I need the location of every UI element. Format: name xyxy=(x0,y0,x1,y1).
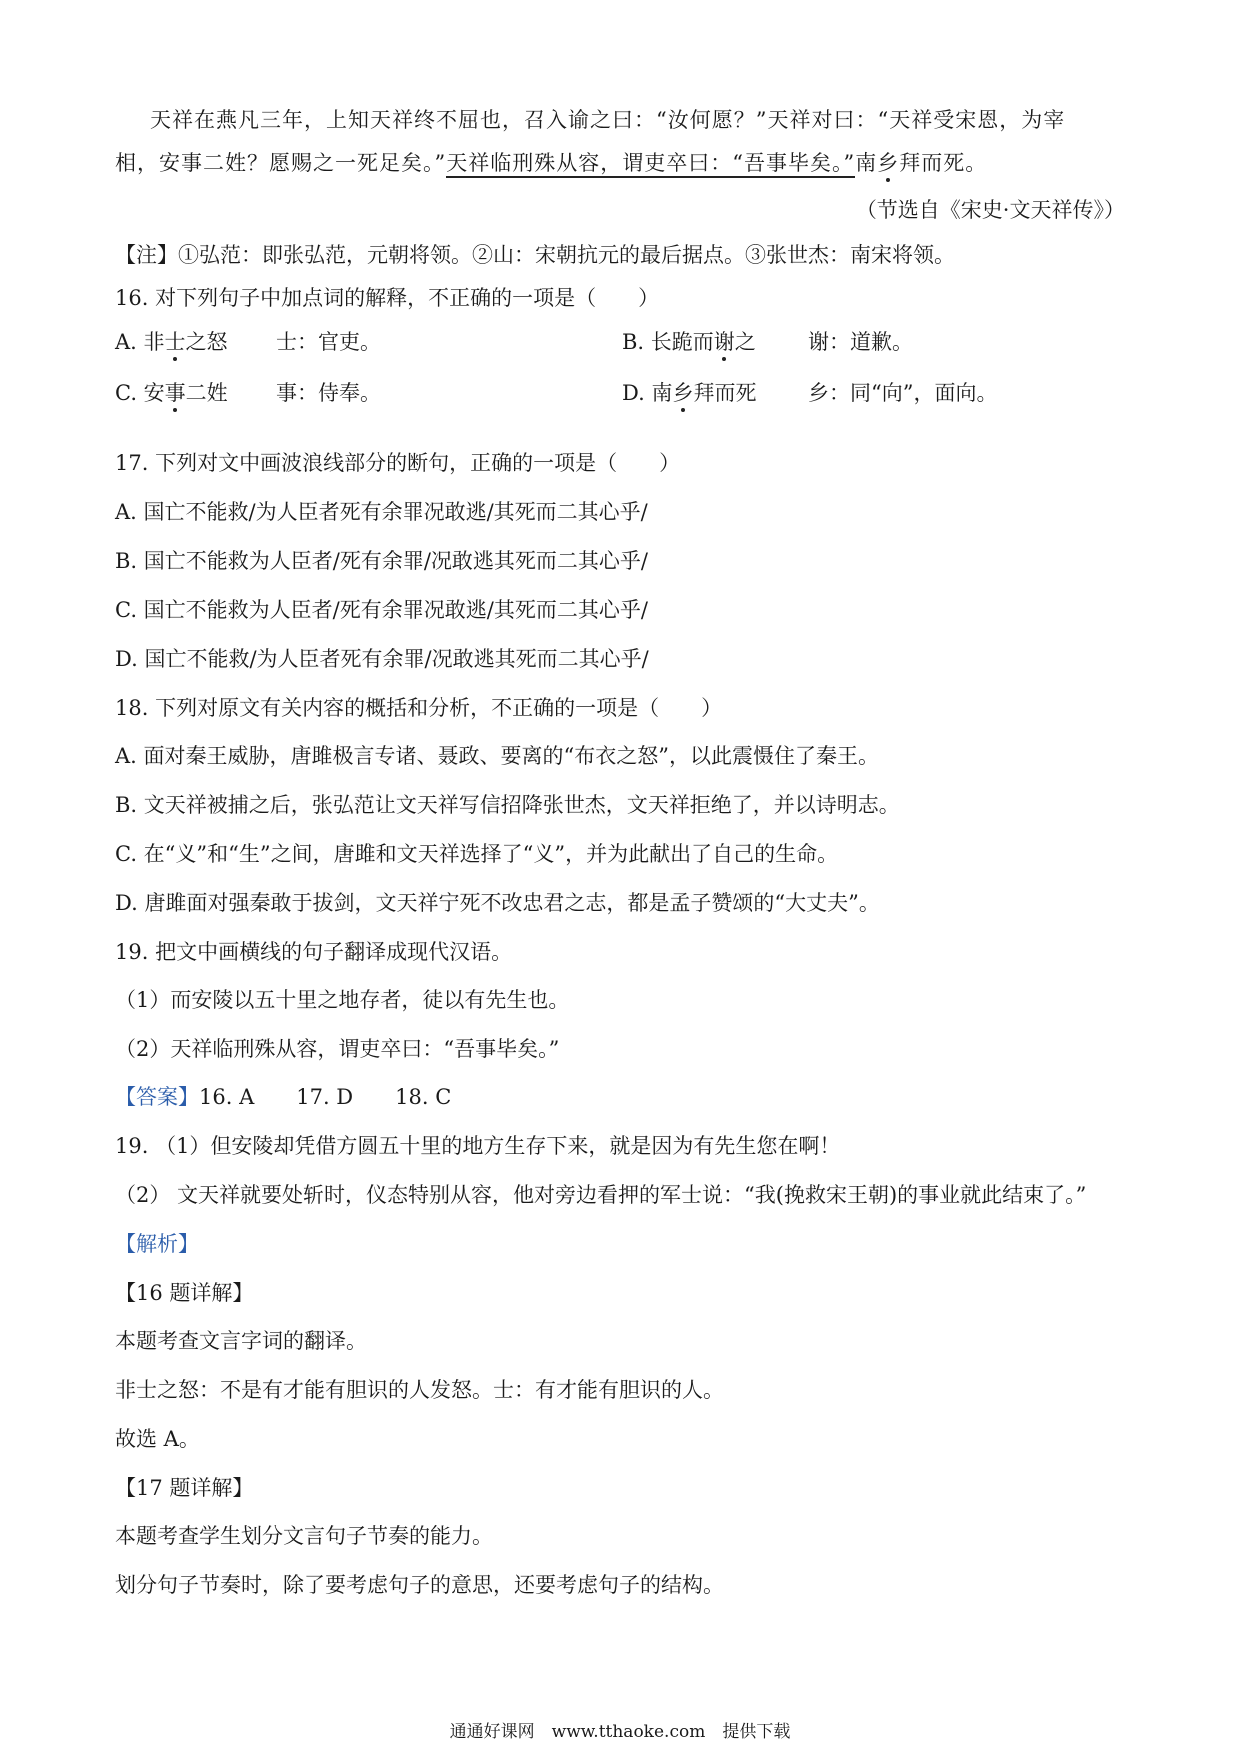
q16-option-c-gloss: 事：侍奉。 xyxy=(276,381,381,405)
q17-option-c: C. 国亡不能救为人臣者/死有余罪况敢逃/其死而二其心乎/ xyxy=(115,598,648,622)
dotted-word: 乡 xyxy=(877,151,900,175)
question-16-stem: 16. 对下列句子中加点词的解释，不正确的一项是（ ） xyxy=(115,286,660,310)
q17-option-d: D. 国亡不能救/为人臣者死有余罪/况敢逃其死而二其心乎/ xyxy=(115,647,649,671)
question-18-stem: 18. 下列对原文有关内容的概括和分析，不正确的一项是（ ） xyxy=(115,696,723,720)
q16-option-b xyxy=(622,327,756,357)
answer-line xyxy=(115,1082,451,1112)
option-text: 拜而死 xyxy=(693,381,757,405)
answer-label: 【答案】 xyxy=(115,1085,199,1109)
q16-option-c xyxy=(115,378,228,408)
option-text: D. 南 xyxy=(622,381,673,405)
q19-sentence-2: （2）天祥临刑殊从容，谓吏卒曰：“吾事毕矣。” xyxy=(115,1037,560,1061)
q18-option-a: A. 面对秦王威胁，唐雎极言专诸、聂政、要离的“布衣之怒”，以此震慑住了秦王。 xyxy=(115,744,879,768)
page-footer: 通通好课网 www.tthaoke.com 提供下载 xyxy=(449,1722,791,1742)
passage-text: 相，安事二姓？愿赐之一死足矣。” xyxy=(115,151,447,175)
q17-option-b: B. 国亡不能救为人臣者/死有余罪/况敢逃其死而二其心乎/ xyxy=(115,549,649,573)
dotted-word: 乡 xyxy=(672,381,694,405)
q18-option-b: B. 文天祥被捕之后，张弘范让文天祥写信招降张世杰，文天祥拒绝了，并以诗明志。 xyxy=(115,793,900,817)
q18-option-c: C. 在“义”和“生”之间，唐雎和文天祥选择了“义”，并为此献出了自己的生命。 xyxy=(115,842,839,866)
passage-text: 南 xyxy=(855,151,878,175)
answer-19-2: （2） 文天祥就要处斩时，仪态特别从容，他对旁边看押的军士说：“我(挽救宋王朝)的事业就此结束了。” xyxy=(115,1183,1087,1207)
analysis-16-p2: 非士之怒：不是有才能有胆识的人发怒。士：有才能有胆识的人。 xyxy=(115,1378,724,1402)
underlined-sentence: 天祥临刑殊从容，谓吏卒曰：“吾事毕矣。” xyxy=(446,151,855,178)
analysis-17-p2: 划分句子节奏时，除了要考虑句子的意思，还要考虑句子的结构。 xyxy=(115,1573,724,1597)
q17-option-a: A. 国亡不能救/为人臣者死有余罪况敢逃/其死而二其心乎/ xyxy=(115,500,648,524)
option-text: 之 xyxy=(734,330,756,354)
option-text: 二姓 xyxy=(185,381,228,405)
option-text: B. 长跪而 xyxy=(622,330,714,354)
q18-option-d: D. 唐雎面对强秦敢于拔剑，文天祥宁死不改忠君之志，都是孟子赞颂的“大丈夫”。 xyxy=(115,891,880,915)
q16-option-d-gloss: 乡：同“向”，面向。 xyxy=(808,381,998,405)
analysis-16-p1: 本题考查文言字词的翻译。 xyxy=(115,1329,367,1353)
analysis-label: 【解析】 xyxy=(115,1232,199,1256)
question-19-stem: 19. 把文中画横线的句子翻译成现代汉语。 xyxy=(115,940,513,964)
dotted-word: 士 xyxy=(164,330,186,354)
answer-19-1: 19. （1）但安陵却凭借方圆五十里的地方生存下来，就是因为有先生您在啊！ xyxy=(115,1134,841,1158)
passage-text: 拜而死。 xyxy=(899,151,988,175)
analysis-17-p1: 本题考查学生划分文言句子节奏的能力。 xyxy=(115,1524,493,1548)
passage-source: （节选自《宋史·文天祥传》） xyxy=(855,198,1125,222)
q16-option-a-gloss: 士：官吏。 xyxy=(276,330,381,354)
passage-line-1: 天祥在燕凡三年，上知天祥终不屈也，召入谕之曰：“汝何愿？”天祥对曰：“天祥受宋恩，为宰 xyxy=(150,108,1066,132)
analysis-16-p3: 故选 A。 xyxy=(115,1427,200,1451)
answer-text: 16. A 17. D 18. C xyxy=(199,1085,452,1109)
passage-line-2 xyxy=(115,148,987,178)
q19-sentence-1: （1）而安陵以五十里之地存者，徒以有先生也。 xyxy=(115,988,570,1012)
dotted-word: 事 xyxy=(164,381,186,405)
option-text: A. 非 xyxy=(115,330,165,354)
option-text: C. 安 xyxy=(115,381,165,405)
analysis-17-heading: 【17 题详解】 xyxy=(115,1476,254,1500)
question-17-stem: 17. 下列对文中画波浪线部分的断句，正确的一项是（ ） xyxy=(115,451,681,475)
option-text: 之怒 xyxy=(185,330,228,354)
q16-option-a xyxy=(115,327,228,357)
q16-option-d xyxy=(622,378,756,408)
annotation-note: 【注】①弘范：即张弘范，元朝将领。②山：宋朝抗元的最后据点。③张世杰：南宋将领。 xyxy=(115,243,955,267)
dotted-word: 谢 xyxy=(713,330,735,354)
q16-option-b-gloss: 谢：道歉。 xyxy=(808,330,913,354)
analysis-16-heading: 【16 题详解】 xyxy=(115,1281,254,1305)
